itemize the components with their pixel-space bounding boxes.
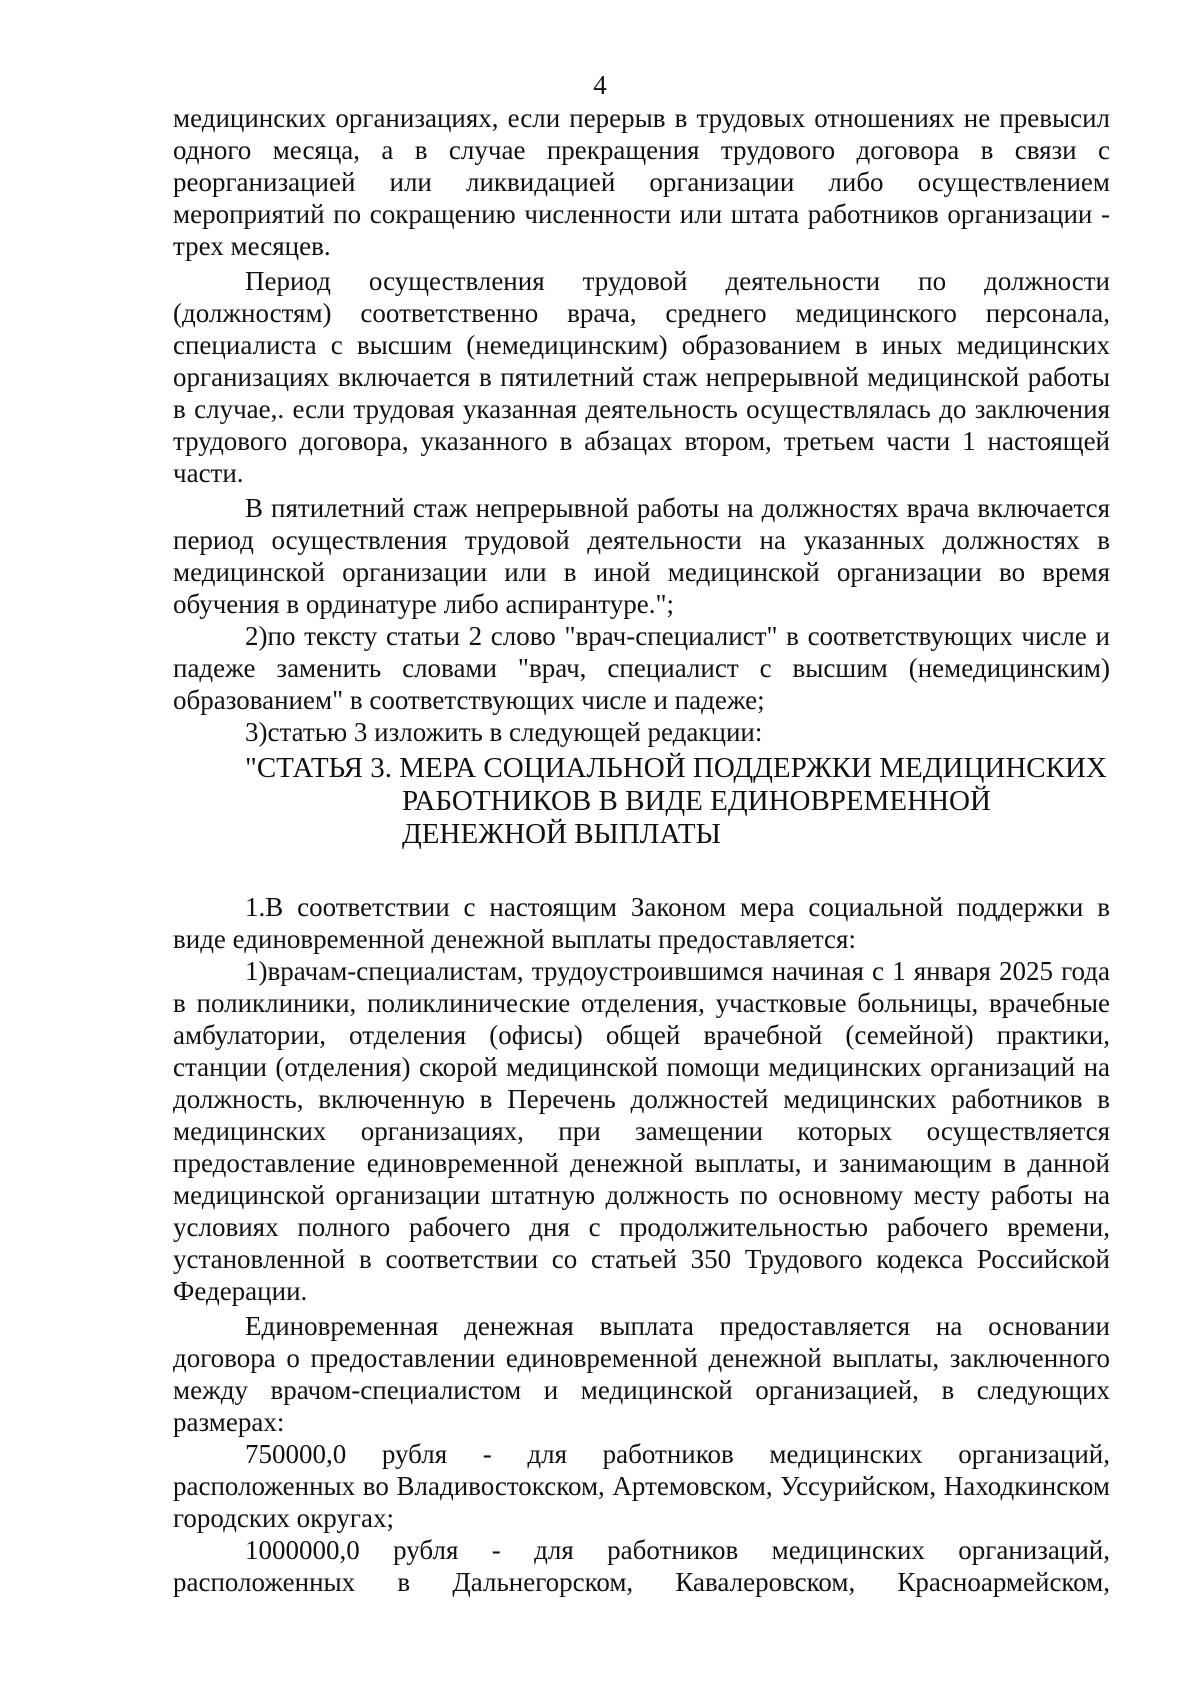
page-number: 4 (593, 70, 607, 100)
document-body (173, 102, 1110, 1598)
article-heading (173, 752, 1110, 851)
paragraph-amendment-3: 3)статью 3 изложить в следующей редакции: (245, 717, 763, 747)
article-payment-amount-1: 750000,0 рубля - для работников медицинских организаций, расположенных во Владивостокском, Артемовском, Уссурийском, Находкинском городских округах; (173, 1439, 1110, 1533)
article-heading-line-1: "СТАТЬЯ 3. МЕРА СОЦИАЛЬНОЙ ПОДДЕРЖКИ МЕДИЦИНСКИХ (245, 752, 1107, 784)
paragraph-continuation: медицинских организациях, если перерыв в трудовых отношениях не превысил одного месяца, а в случае прекращения трудового договора в связи с реорганизацией или ликвидацией организации либо осуществлением мероприятий по сокращению численности или штата работников организации - трех месяцев. (173, 103, 1110, 261)
article-clause-1-item-1: 1)врачам-специалистам, трудоустроившимся начиная с 1 января 2025 года в поликлиники, поликлинические отделения, участковые больницы, врачебные амбулатории, отделения (офисы) общей врачебной (семейной) практики, станции (отделения) скорой медицинской помощи медицинских организаций на должность, включенную в Перечень должностей медицинских работников в медицинских организациях, при замещении которых осуществляется предоставление единовременной денежной выплаты, и занимающим в данной медицинской организации штатную должность по основному месту работы на условиях полного рабочего дня с продолжительностью рабочего времени, установленной в соответствии со статьей 350 Трудового кодекса Российской Федерации. (173, 956, 1110, 1306)
article-payment-amount-2: 1000000,0 рубля - для работников медицинских организаций, расположенных в Дальнегорском, Кавалеровском, Красноармейском, (173, 1535, 1110, 1597)
article-heading-line-2: РАБОТНИКОВ В ВИДЕ ЕДИНОВРЕМЕННОЙ (402, 785, 991, 817)
paragraph-continuous-service: В пятилетний стаж непрерывной работы на должностях врача включается период осуществления трудовой деятельности на указанных должностях в медицинской организации или в иной медицинской организации во время обучения в ординатуре либо аспирантуре."; (173, 493, 1110, 619)
paragraph-amendment-2: 2)по тексту статьи 2 слово "врач-специалист" в соответствующих числе и падеже заменить словами "врач, специалист с высшим (немедицинским) образованием" в соответствующих числе и падеже; (173, 621, 1110, 715)
paragraph-period-of-work: Период осуществления трудовой деятельности по должности (должностям) соответственно врача, среднего медицинского персонала, специалиста с высшим (немедицинским) образованием в иных медицинских организациях включается в пятилетний стаж непрерывной медицинской работы в случае,. если трудовая указанная деятельность осуществлялась до заключения трудового договора, указанного в абзацах втором, третьем части 1 настоящей части. (173, 266, 1110, 488)
article-payment-basis: Единовременная денежная выплата предоставляется на основании договора о предоставлении единовременной денежной выплаты, заключенного между врачом-специалистом и медицинской организацией, в следующих размерах: (173, 1311, 1110, 1437)
article-heading-line-3: ДЕНЕЖНОЙ ВЫПЛАТЫ (402, 818, 721, 850)
article-clause-1: 1.В соответствии с настоящим Законом мера социальной поддержки в виде единовременной денежной выплаты предоставляется: (173, 892, 1110, 954)
heading-spacer (173, 851, 1110, 891)
